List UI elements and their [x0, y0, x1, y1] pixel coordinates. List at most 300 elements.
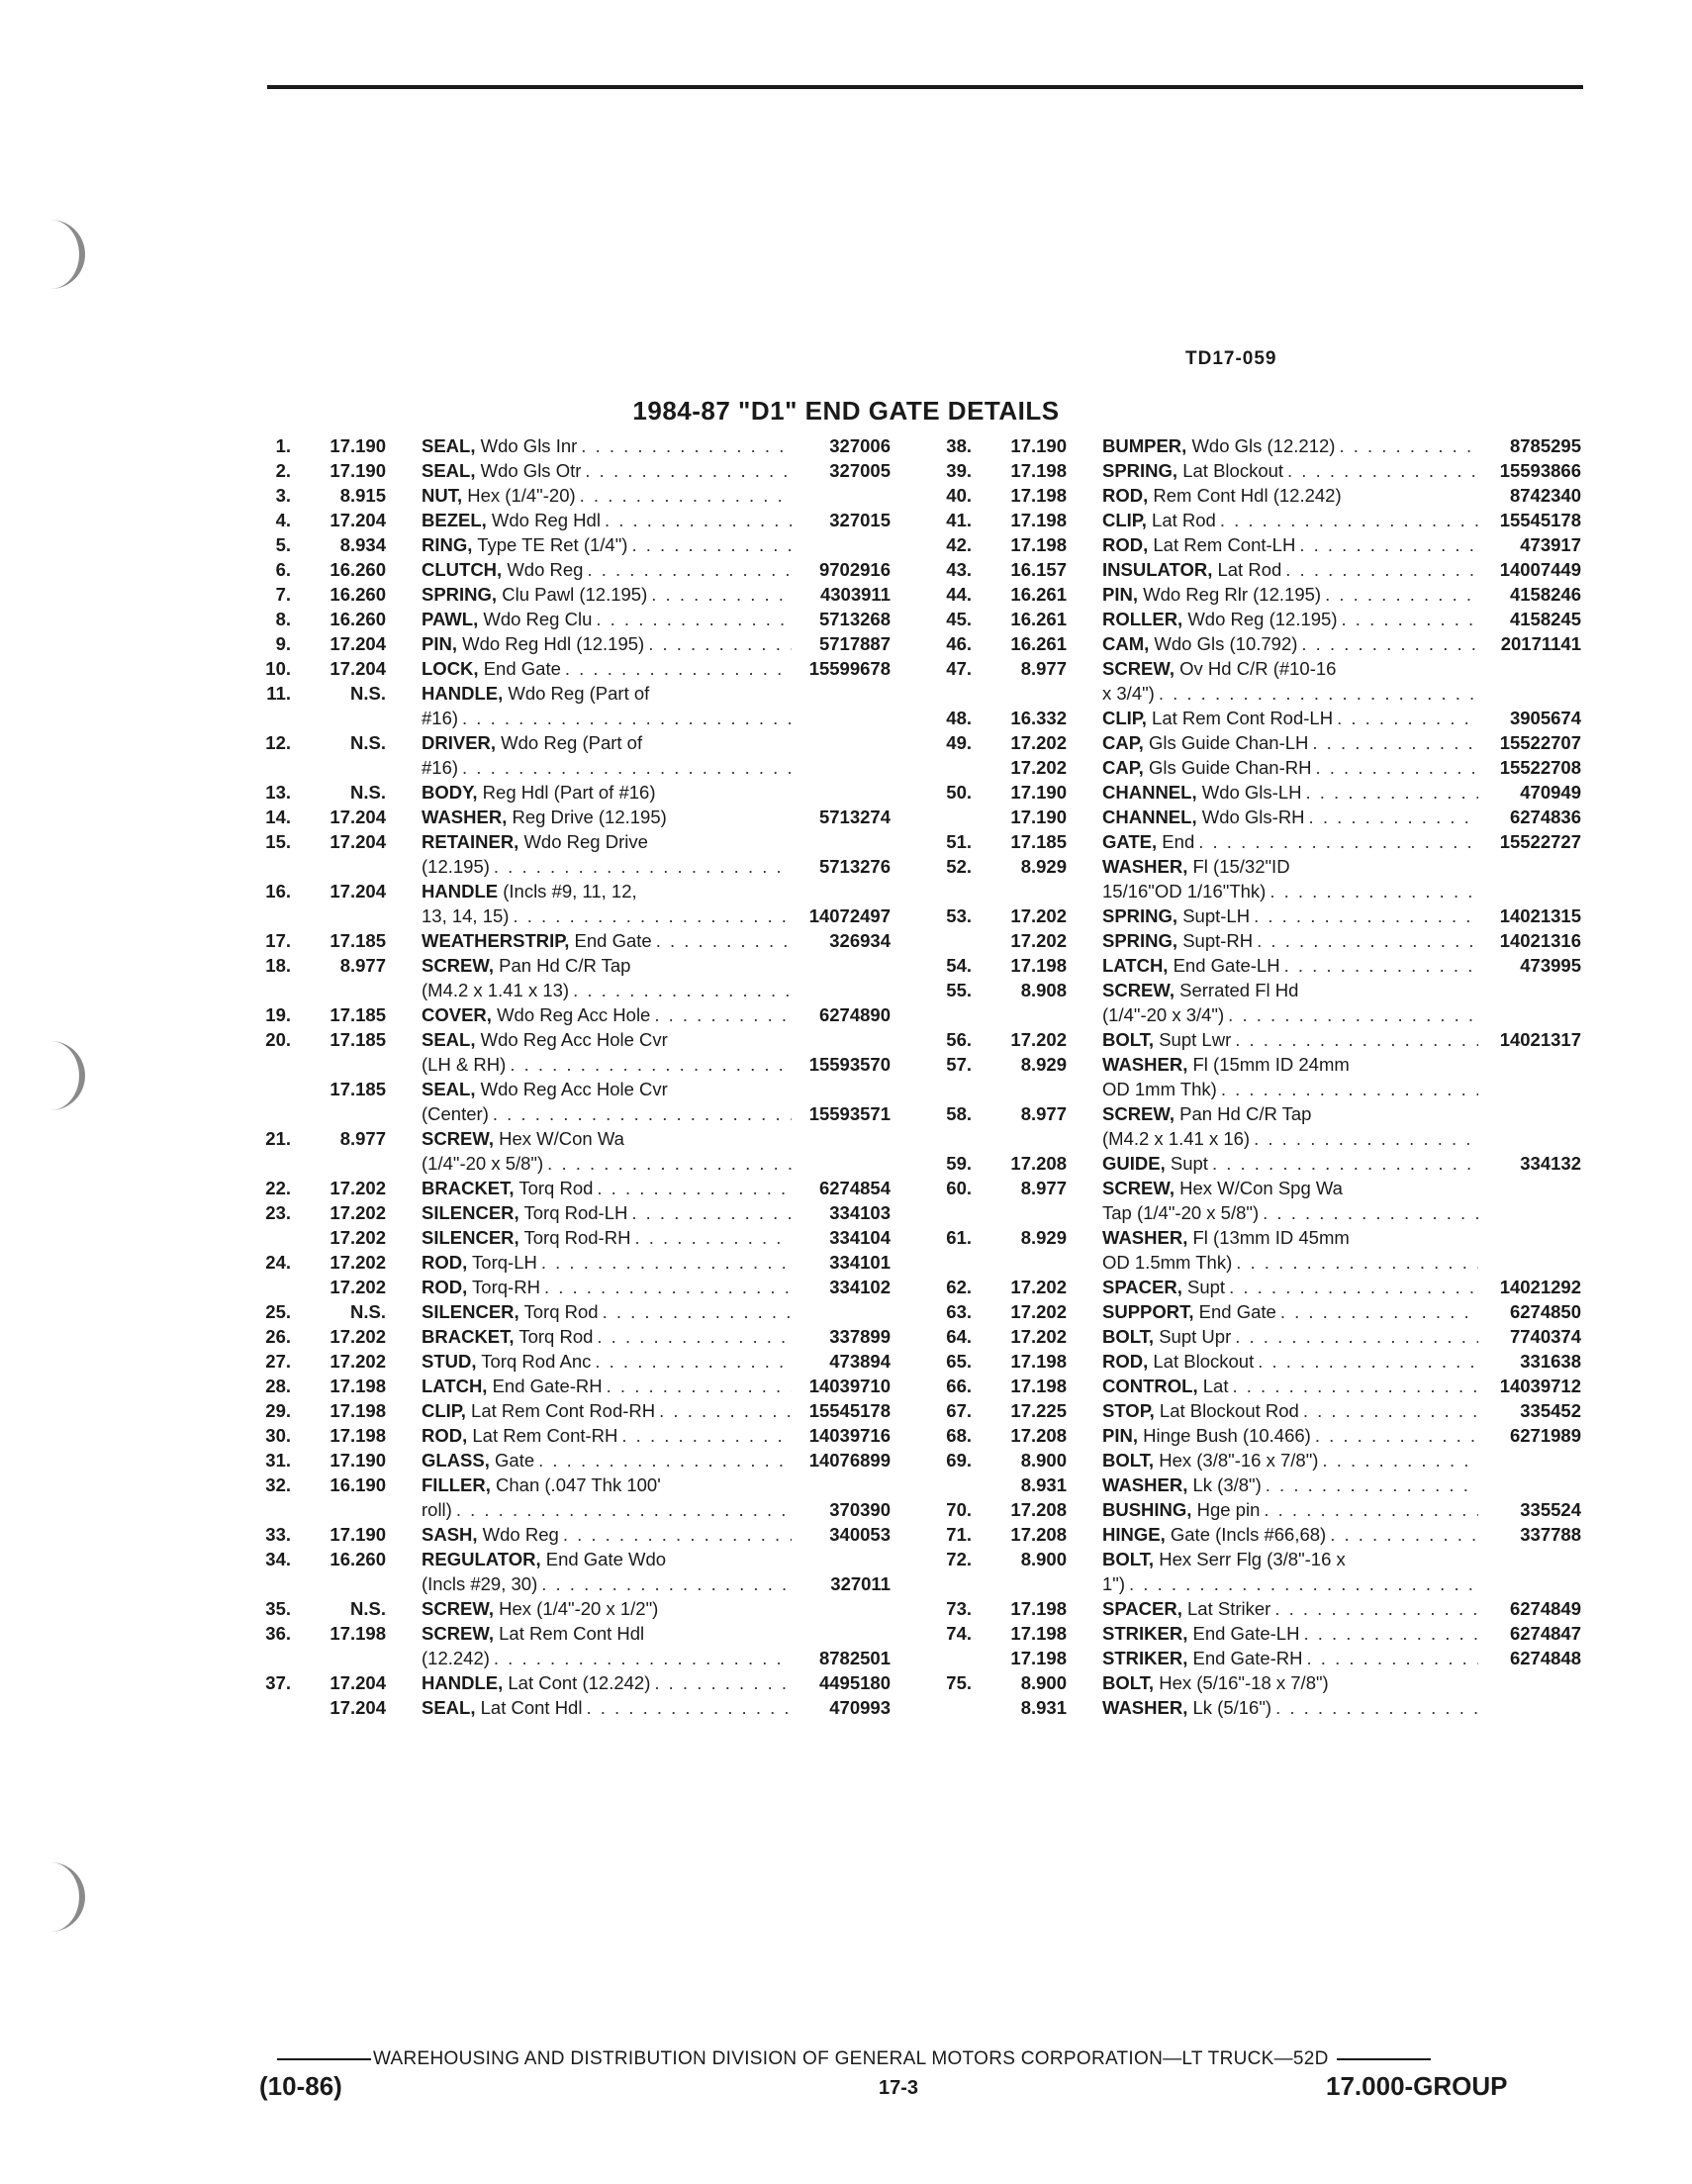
parts-list-row: [928, 1200, 1581, 1225]
part-detail: Lat Blockout: [1177, 460, 1284, 481]
part-name: SPRING,: [1102, 930, 1178, 951]
part-detail: Wdo Gls (12.212): [1186, 435, 1336, 456]
leader-dots: [563, 1522, 792, 1547]
part-name: BRACKET,: [422, 1326, 515, 1347]
leader-dots: [631, 532, 792, 557]
part-number: 15599678: [808, 658, 891, 679]
section-number: [972, 1200, 1067, 1225]
leader-dots: [462, 706, 792, 730]
leader-dots: [1235, 1324, 1478, 1349]
part-number: 15593570: [808, 1054, 891, 1075]
part-number: 473995: [1520, 955, 1581, 976]
section-number: 17.204: [329, 1697, 386, 1718]
section-number: 17.198: [329, 1376, 386, 1396]
item-number: 28.: [265, 1376, 291, 1396]
part-number: 327015: [829, 510, 891, 530]
leader-dots: [607, 1374, 792, 1398]
part-detail: Gate: [489, 1450, 535, 1471]
part-detail: (Incls #29, 30): [422, 1573, 538, 1594]
parts-list-row: [247, 532, 891, 557]
section-number: 17.190: [1010, 807, 1067, 827]
section-number: [291, 978, 386, 1002]
parts-list-row: [247, 1126, 891, 1151]
parts-list-row: [928, 755, 1581, 780]
part-number: [796, 681, 891, 706]
part-number: [796, 1596, 891, 1621]
part-name: SEAL,: [422, 1079, 476, 1099]
part-detail: (M4.2 x 1.41 x 16): [1102, 1128, 1251, 1149]
part-description: [1102, 1646, 1482, 1670]
part-number: 5717887: [818, 633, 891, 654]
parts-list-row: [928, 1547, 1581, 1571]
part-number: 14021316: [1499, 930, 1581, 951]
footer-group: 17.000-GROUP: [1326, 2071, 1508, 2101]
part-description: [1102, 1448, 1482, 1472]
part-detail: Wdo Reg: [502, 559, 584, 580]
item-number: 8.: [275, 609, 291, 629]
part-detail: End Gate-RH: [487, 1376, 603, 1396]
part-number: 337788: [1520, 1524, 1581, 1545]
part-detail: Wdo Reg Acc Hole Cvr: [475, 1029, 668, 1050]
section-number: 8.977: [339, 955, 386, 976]
item-number: [928, 1077, 972, 1101]
section-number: 17.204: [329, 633, 386, 654]
parts-list-row: [928, 1596, 1581, 1621]
parts-list-row: [247, 1349, 891, 1374]
part-number: [796, 706, 891, 730]
item-number: 48.: [946, 708, 972, 728]
part-description: [422, 829, 796, 854]
part-number: [796, 780, 891, 805]
part-description: [1102, 631, 1482, 656]
parts-list-row: [247, 483, 891, 508]
part-name: PAWL,: [422, 609, 479, 629]
parts-list-row: [928, 1695, 1581, 1720]
part-description: [1102, 1225, 1482, 1250]
section-number: 17.190: [329, 1524, 386, 1545]
item-number: [247, 1275, 291, 1299]
part-detail: Lat Rem Cont Rod-LH: [1146, 708, 1334, 728]
parts-list-row: [928, 1621, 1581, 1646]
part-description: [1102, 607, 1482, 631]
part-detail: End Gate: [1193, 1301, 1276, 1322]
leader-dots: [1339, 433, 1478, 458]
section-number: 17.204: [329, 658, 386, 679]
section-number: [291, 1571, 386, 1596]
section-number: [972, 1002, 1067, 1027]
section-number: 17.204: [329, 1672, 386, 1693]
parts-list-row: [928, 508, 1581, 532]
leader-dots: [1198, 829, 1478, 854]
part-description: [1102, 706, 1482, 730]
part-name: STRIKER,: [1102, 1648, 1188, 1668]
item-number: 5.: [275, 534, 291, 555]
part-detail: Torq Rod Anc: [476, 1351, 592, 1372]
leader-dots: [1254, 903, 1478, 928]
item-number: [247, 1101, 291, 1126]
item-number: [928, 1646, 972, 1670]
part-description: [1102, 978, 1482, 1002]
item-number: [928, 1002, 972, 1027]
part-description: [1102, 1423, 1482, 1448]
part-name: BUSHING,: [1102, 1499, 1192, 1520]
parts-list-left: [247, 433, 891, 1720]
part-detail: Hex W/Con Spg Wa: [1174, 1178, 1343, 1198]
item-number: 11.: [266, 683, 291, 704]
parts-list-row: [247, 1646, 891, 1670]
part-name: INSULATOR,: [1102, 559, 1213, 580]
part-detail: Supt Lwr: [1154, 1029, 1232, 1050]
part-name: CAP,: [1102, 757, 1144, 778]
leader-dots: [1301, 631, 1478, 656]
item-number: 61.: [946, 1227, 972, 1248]
part-number: 370390: [829, 1499, 891, 1520]
part-description: [422, 433, 796, 458]
part-name: SCREW,: [1102, 1103, 1175, 1124]
part-detail: Lk (3/8"): [1187, 1474, 1262, 1495]
part-description: [422, 1547, 796, 1571]
part-number: [1482, 854, 1581, 879]
parts-list-row: [928, 1126, 1581, 1151]
item-number: 31.: [265, 1450, 291, 1471]
part-description: [1102, 1621, 1482, 1646]
section-number: 17.190: [1010, 782, 1067, 803]
part-name: SPRING,: [1102, 905, 1178, 926]
item-number: [928, 879, 972, 903]
part-name: CHANNEL,: [1102, 782, 1197, 803]
part-detail: Hex (1/4"-20 x 1/2"): [493, 1598, 659, 1619]
item-number: 22.: [265, 1178, 291, 1198]
parts-list-row: [928, 483, 1581, 508]
part-name: CONTROL,: [1102, 1376, 1198, 1396]
part-name: SPACER,: [1102, 1277, 1182, 1297]
parts-list-row: [247, 1002, 891, 1027]
section-number: 16.261: [1010, 633, 1067, 654]
section-number: 17.208: [1010, 1425, 1067, 1446]
parts-list-row: [928, 1472, 1581, 1497]
item-number: 3.: [275, 485, 291, 506]
section-number: 16.157: [1010, 559, 1067, 580]
section-number: [291, 903, 386, 928]
section-number: 8.977: [1020, 658, 1067, 679]
parts-list-row: [247, 854, 891, 879]
part-detail: Gls Guide Chan-RH: [1143, 757, 1312, 778]
top-rule: [267, 85, 1583, 89]
part-description: [422, 1472, 796, 1497]
section-number: 17.202: [329, 1252, 386, 1273]
part-detail: Torq Rod: [518, 1301, 599, 1322]
part-description: [1102, 1250, 1482, 1275]
part-detail: Torq Rod: [514, 1326, 594, 1347]
part-name: COVER,: [422, 1004, 492, 1025]
part-detail: Lat Rem Cont-RH: [467, 1425, 618, 1446]
part-description: [1102, 1176, 1482, 1200]
parts-list-row: [247, 508, 891, 532]
part-number: 14039716: [808, 1425, 891, 1446]
part-description: [422, 1398, 796, 1423]
leader-dots: [1228, 1002, 1478, 1027]
footer-division: [277, 2048, 1539, 2070]
part-number: 15593571: [808, 1103, 891, 1124]
item-number: 26.: [265, 1326, 291, 1347]
part-detail: Serrated Fl Hd: [1174, 980, 1299, 1000]
parts-list-row: [928, 1101, 1581, 1126]
leader-dots: [1284, 953, 1478, 978]
part-description: [422, 1151, 796, 1176]
part-detail: Wdo Reg Hdl: [486, 510, 601, 530]
part-name: RETAINER,: [422, 831, 519, 852]
part-description: [1102, 1571, 1482, 1596]
leader-dots: [1322, 1448, 1478, 1472]
part-number: 335524: [1520, 1499, 1581, 1520]
section-number: 17.225: [1010, 1400, 1067, 1421]
section-number: [291, 1497, 386, 1522]
parts-list-row: [247, 1695, 891, 1720]
part-name: REGULATOR,: [422, 1549, 541, 1569]
part-description: [1102, 1077, 1482, 1101]
item-number: 43.: [946, 559, 972, 580]
part-description: [422, 1349, 796, 1374]
section-number: 17.185: [1010, 831, 1067, 852]
parts-list-row: [247, 879, 891, 903]
part-detail: Fl (15/32"ID: [1187, 856, 1290, 877]
section-number: 17.202: [329, 1178, 386, 1198]
footer-page-number: 17-3: [879, 2077, 919, 2099]
parts-list-row: [247, 1324, 891, 1349]
item-number: 18.: [265, 955, 291, 976]
parts-list-row: [928, 1448, 1581, 1472]
leader-dots: [659, 1398, 792, 1423]
part-description: [422, 607, 796, 631]
part-detail: Reg Hdl (Part of #16): [477, 782, 656, 803]
leader-dots: [1254, 1126, 1478, 1151]
section-number: 17.185: [329, 930, 386, 951]
section-number: 16.260: [329, 1549, 386, 1569]
leader-dots: [621, 1423, 792, 1448]
parts-list-row: [247, 433, 891, 458]
leader-dots: [513, 903, 792, 928]
leader-dots: [1342, 607, 1478, 631]
part-detail: Wdo Reg (Part of: [503, 683, 650, 704]
item-number: [928, 681, 972, 706]
item-number: 29.: [265, 1400, 291, 1421]
part-name: BOLT,: [1102, 1549, 1155, 1569]
section-number: 8.915: [339, 485, 386, 506]
item-number: 51.: [946, 831, 972, 852]
part-description: [422, 1275, 796, 1299]
part-detail: Lat Cont (12.242): [503, 1672, 651, 1693]
part-detail: Wdo Gls-RH: [1196, 807, 1305, 827]
part-number: 337899: [829, 1326, 891, 1347]
part-name: GUIDE,: [1102, 1153, 1166, 1174]
part-detail: Wdo Reg Acc Hole Cvr: [475, 1079, 668, 1099]
parts-list-row: [928, 433, 1581, 458]
part-description: [1102, 1398, 1482, 1423]
parts-list-row: [928, 1052, 1581, 1077]
parts-list-row: [247, 1448, 891, 1472]
binder-hole-mark: [40, 1862, 85, 1932]
part-number: 331638: [1520, 1351, 1581, 1372]
item-number: 72.: [946, 1549, 972, 1569]
part-description: [1102, 1299, 1482, 1324]
part-number: 9702916: [818, 559, 891, 580]
part-name: HANDLE,: [422, 1672, 504, 1693]
parts-list-row: [247, 607, 891, 631]
parts-list-row: [247, 903, 891, 928]
part-detail: Wdo Reg Hdl (12.195): [456, 633, 645, 654]
part-detail: End Gate-RH: [1187, 1648, 1303, 1668]
parts-list-row: [247, 631, 891, 656]
item-number: 67.: [946, 1400, 972, 1421]
part-detail: Torq Rod-RH: [518, 1227, 631, 1248]
part-description: [1102, 928, 1482, 953]
section-number: 17.208: [1010, 1499, 1067, 1520]
part-description: [422, 780, 796, 805]
item-number: [247, 1052, 291, 1077]
section-number: 17.202: [1010, 1326, 1067, 1347]
leader-dots: [1285, 557, 1478, 582]
parts-list-row: [247, 1299, 891, 1324]
item-number: [928, 928, 972, 953]
section-number: 17.202: [329, 1202, 386, 1223]
part-detail: roll): [422, 1499, 452, 1520]
part-description: [422, 1522, 796, 1547]
section-number: 16.260: [329, 584, 386, 605]
item-number: 16.: [265, 881, 291, 902]
parts-list-row: [928, 582, 1581, 607]
leader-dots: [1258, 1349, 1478, 1374]
part-description: [1102, 1522, 1482, 1547]
part-detail: Lat Rod: [1212, 559, 1282, 580]
page-title: 1984-87 "D1" END GATE DETAILS: [632, 396, 1060, 426]
part-detail: 1"): [1102, 1573, 1126, 1594]
item-number: [247, 755, 291, 780]
part-number: [1482, 1448, 1581, 1472]
part-number: 4303911: [819, 584, 891, 605]
part-name: GATE,: [1102, 831, 1158, 852]
part-name: CAP,: [1102, 732, 1144, 753]
section-number: 17.185: [329, 1029, 386, 1050]
part-number: [796, 1621, 891, 1646]
parts-list-row: [247, 1151, 891, 1176]
section-number: 17.202: [329, 1227, 386, 1248]
part-number: 6274836: [1509, 807, 1581, 827]
part-number: [1482, 1472, 1581, 1497]
parts-list-row: [928, 978, 1581, 1002]
parts-list-row: [928, 681, 1581, 706]
item-number: [928, 1200, 972, 1225]
section-number: 17.198: [1010, 485, 1067, 506]
part-detail: Fl (13mm ID 45mm: [1187, 1227, 1350, 1248]
parts-list-row: [928, 706, 1581, 730]
part-name: SEAL,: [422, 460, 476, 481]
part-number: 15522727: [1499, 831, 1581, 852]
part-detail: Wdo Reg Clu: [478, 609, 593, 629]
part-description: [1102, 730, 1482, 755]
part-description: [422, 1497, 796, 1522]
parts-list-row: [928, 1176, 1581, 1200]
part-detail: Lat Blockout: [1148, 1351, 1255, 1372]
parts-list-row: [247, 1275, 891, 1299]
leader-dots: [634, 1225, 792, 1250]
part-number: 473894: [829, 1351, 891, 1372]
part-number: [1482, 1002, 1581, 1027]
item-number: 36.: [265, 1623, 291, 1644]
item-number: [247, 1225, 291, 1250]
item-number: [928, 1126, 972, 1151]
item-number: 23.: [265, 1202, 291, 1223]
item-number: [247, 978, 291, 1002]
part-name: CLIP,: [1102, 708, 1147, 728]
part-description: [422, 1670, 796, 1695]
part-number: [1482, 1547, 1581, 1571]
section-number: 8.929: [1020, 1227, 1067, 1248]
part-name: PIN,: [422, 633, 457, 654]
section-number: 8.977: [339, 1128, 386, 1149]
part-description: [422, 1200, 796, 1225]
item-number: 46.: [946, 633, 972, 654]
part-description: [422, 582, 796, 607]
part-number: 15522707: [1499, 732, 1581, 753]
item-number: 27.: [265, 1351, 291, 1372]
leader-dots: [1257, 928, 1478, 953]
part-description: [422, 483, 796, 508]
parts-list-row: [928, 1324, 1581, 1349]
leader-dots: [1229, 1275, 1478, 1299]
part-name: ROD,: [422, 1252, 468, 1273]
parts-list-row: [928, 1250, 1581, 1275]
part-description: [422, 656, 796, 681]
part-name: PIN,: [1102, 1425, 1138, 1446]
part-detail: Lat Rem Cont-LH: [1148, 534, 1296, 555]
item-number: 75.: [946, 1672, 972, 1693]
part-description: [1102, 755, 1482, 780]
parts-list-row: [247, 1101, 891, 1126]
section-number: 8.900: [1020, 1450, 1067, 1471]
section-number: 8.929: [1020, 856, 1067, 877]
part-description: [422, 1621, 796, 1646]
part-detail: Rem Cont Hdl (12.242): [1148, 485, 1342, 506]
parts-list-row: [247, 1596, 891, 1621]
leader-dots: [597, 1176, 792, 1200]
section-number: N.S.: [350, 782, 386, 803]
item-number: [247, 706, 291, 730]
part-detail: Wdo Reg Acc Hole: [491, 1004, 651, 1025]
part-number: [796, 532, 891, 557]
item-number: [928, 1250, 972, 1275]
part-detail: Lat Blockout Rod: [1154, 1400, 1299, 1421]
section-number: 8.929: [1020, 1054, 1067, 1075]
item-number: 14.: [265, 807, 291, 827]
section-number: [291, 854, 386, 879]
parts-list-row: [247, 1497, 891, 1522]
part-description: [1102, 1497, 1482, 1522]
part-name: BUMPER,: [1102, 435, 1187, 456]
part-number: 15545178: [808, 1400, 891, 1421]
part-detail: Chan (.047 Thk 100': [490, 1474, 661, 1495]
part-detail: 15/16"OD 1/16"Thk): [1102, 881, 1267, 902]
part-name: CLUTCH,: [422, 559, 503, 580]
part-number: 327005: [829, 460, 891, 481]
parts-list-row: [247, 656, 891, 681]
part-description: [1102, 1101, 1482, 1126]
part-description: [1102, 1670, 1482, 1695]
item-number: 19.: [265, 1004, 291, 1025]
part-number: 3905674: [1509, 708, 1581, 728]
leader-dots: [1325, 582, 1478, 607]
part-name: ROD,: [1102, 534, 1149, 555]
part-detail: Wdo Reg: [477, 1524, 559, 1545]
